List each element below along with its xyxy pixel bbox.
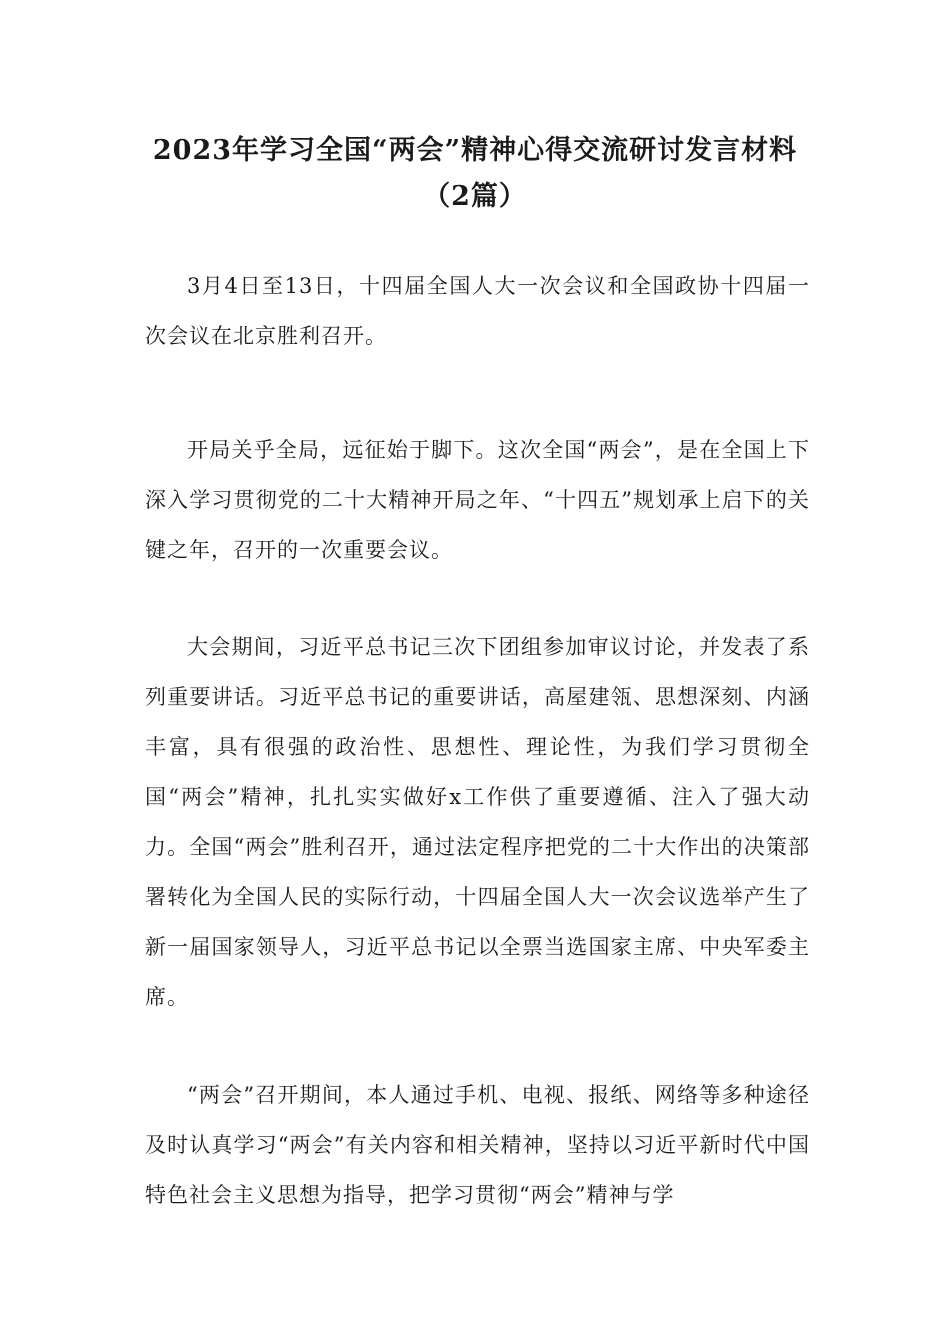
paragraph-2: 开局关乎全局，远征始于脚下。这次全国“两会”，是在全国上下深入学习贯彻党的二十大精神开局之年、“十四五”规划承上启下的关键之年，召开的一次重要会议。: [145, 438, 810, 562]
paragraph-4: “两会”召开期间，本人通过手机、电视、报纸、网络等多种途径及时认真学习“两会”有关内容和相关精神，坚持以习近平新时代中国特色社会主义思想为指导，把学习贯彻“两会”精神与学: [145, 1083, 810, 1207]
paragraph-3: 大会期间，习近平总书记三次下团组参加审议讨论，并发表了系列重要讲话。习近平总书记的重要讲话，高屋建瓴、思想深刻、内涵丰富，具有很强的政治性、思想性、理论性，为我们学习贯彻全国“两会”精神，扎扎实实做好x工作供了重要遵循、注入了强大动力。全国“两会”胜利召开，通过法定程序把党的二十大作出的决策部署转化为全国人民的实际行动，十四届全国人大一次会议选举产生了新一届国家领导人，习近平总书记以全票当选国家主席、中央军委主席。: [145, 635, 810, 1009]
document-title: 2023年学习全国“两会”精神心得交流研讨发言材料（2篇）: [152, 135, 798, 212]
paragraph-1: 3月4日至13日，十四届全国人大一次会议和全国政协十四届一次会议在北京胜利召开。: [145, 274, 810, 348]
